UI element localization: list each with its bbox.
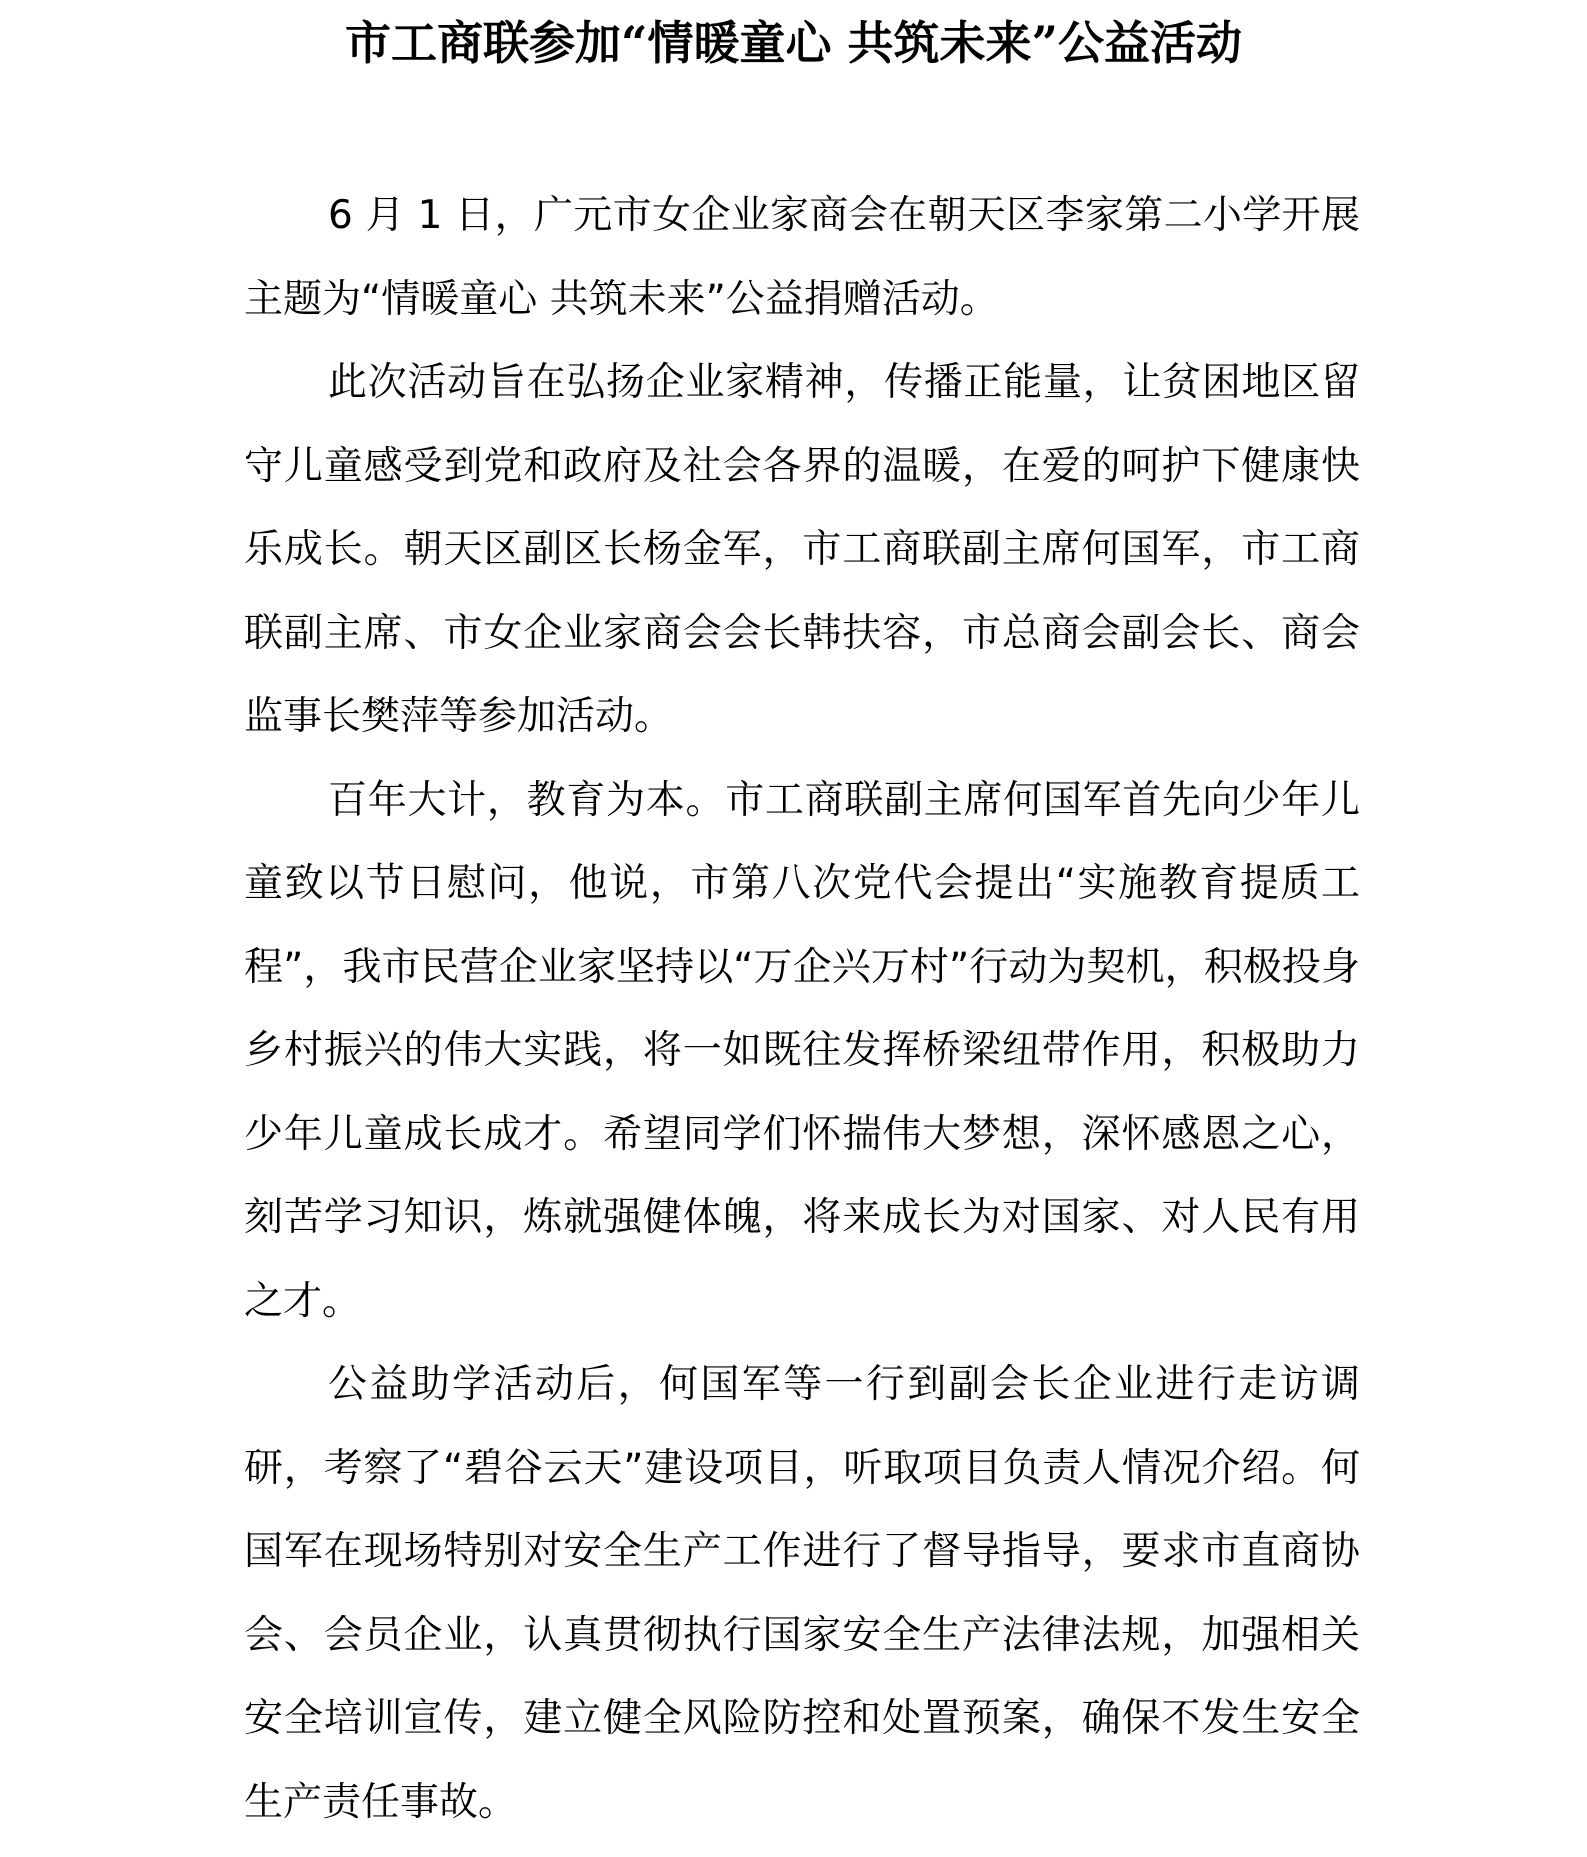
document-title: 市工商联参加“情暖童心 共筑未来”公益活动 xyxy=(345,16,1242,70)
document-body xyxy=(244,174,1360,1844)
paragraph-3: 百年大计，教育为本。市工商联副主席何国军首先向少年儿童致以节日慰问，他说，市第八次党代会提出“实施教育提质工程”，我市民营企业家坚持以“万企兴万村”行动为契机，积极投身乡村振兴的伟大实践，将一如既往发挥桥梁纽带作用，积极助力少年儿童成长成才。希望同学们怀揣伟大梦想，深怀感恩之心，刻苦学习知识，炼就强健体魄，将来成长为对国家、对人民有用之才。 xyxy=(244,777,1360,1324)
paragraph-4: 公益助学活动后，何国军等一行到副会长企业进行走访调研，考察了“碧谷云天”建设项目，听取项目负责人情况介绍。何国军在现场特别对安全生产工作进行了督导指导，要求市直商协会、会员企业，认真贯彻执行国家安全生产法律法规，加强相关安全培训宣传，建立健全风险防控和处置预案，确保不发生安全生产责任事故。 xyxy=(244,1362,1360,1825)
paragraph-2: 此次活动旨在弘扬企业家精神，传播正能量，让贫困地区留守儿童感受到党和政府及社会各界的温暖，在爱的呵护下健康快乐成长。朝天区副区长杨金军，市工商联副主席何国军，市工商联副主席、市女企业家商会会长韩扶容，市总商会副会长、商会监事长樊萍等参加活动。 xyxy=(244,360,1360,739)
paragraph-1: 6 月 1 日，广元市女企业家商会在朝天区李家第二小学开展主题为“情暖童心 共筑未来”公益捐赠活动。 xyxy=(244,193,1360,322)
